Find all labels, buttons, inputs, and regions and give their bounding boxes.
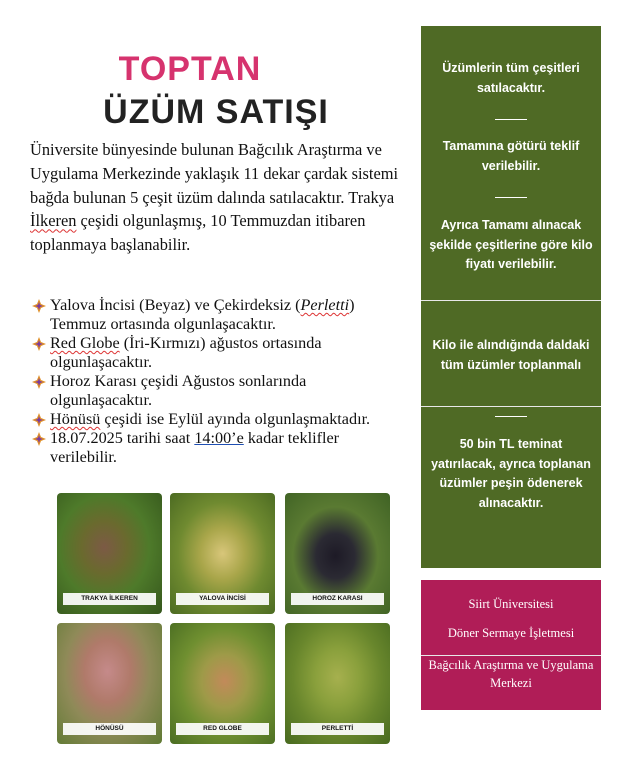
photo-perletti bbox=[285, 623, 390, 744]
bullet-arrow-icon bbox=[32, 337, 46, 351]
bullet2-redglobe: Red Globe bbox=[50, 334, 120, 352]
title-line-1: TOPTAN bbox=[118, 50, 262, 88]
divider bbox=[495, 197, 527, 198]
list-item bbox=[30, 429, 410, 467]
institution-panel bbox=[421, 580, 601, 710]
divider bbox=[421, 406, 601, 407]
bullet4-text-b: çeşidi ise Eylül ayında olgunlaşmaktadır. bbox=[100, 410, 371, 428]
intro-paragraph bbox=[30, 138, 400, 257]
bullet5-time: 14:00’e bbox=[194, 429, 244, 447]
grape-photo-gallery bbox=[52, 491, 392, 746]
info-block-3: Ayrıca Tamamı alınacak şekilde çeşitlerine göre kilo fiyatı verilebilir. bbox=[429, 218, 593, 271]
photo-caption: RED GLOBE bbox=[176, 723, 269, 735]
photo-caption: YALOVA İNCİSİ bbox=[176, 593, 269, 605]
ripening-list bbox=[30, 296, 410, 467]
photo-red-globe bbox=[170, 623, 275, 744]
photo-yalova-incisi bbox=[170, 493, 275, 614]
info-block-1: Üzümlerin tüm çeşitleri satılacaktır. bbox=[442, 61, 580, 95]
photo-caption: PERLETTİ bbox=[291, 723, 384, 735]
bullet-arrow-icon bbox=[32, 413, 46, 427]
photo-caption: HÖNÜSÜ bbox=[63, 723, 156, 735]
info-block-4: Kilo ile alındığında daldaki tüm üzümler toplanmalı bbox=[432, 338, 590, 372]
institution-line-3: Bağcılık Araştırma ve Uygulama Merkezi bbox=[428, 658, 594, 690]
bullet2-text-b: (İri-Kırmızı) ağustos ortasında olgunlaşacaktır. bbox=[50, 334, 322, 371]
photo-horoz-karasi bbox=[285, 493, 390, 614]
bullet1-text-a: Yalova İncisi (Beyaz) ve Çekirdeksiz ( bbox=[50, 296, 301, 314]
bullet-arrow-icon bbox=[32, 432, 46, 446]
intro-word-ilkeren: İlkeren bbox=[30, 211, 77, 231]
divider bbox=[421, 300, 601, 301]
info-panel bbox=[421, 26, 601, 568]
list-item bbox=[30, 410, 410, 429]
intro-text-a: Üniversite bünyesinde bulunan Bağcılık Araştırma ve Uygulama Merkezinde yaklaşık 11 dekar çardak sistemi bağda bulunan 5 çeşit üzüm dalında satılacaktır. Trakya bbox=[30, 140, 399, 207]
bullet-arrow-icon bbox=[32, 299, 46, 313]
info-block-5: 50 bin TL teminat yatırılacak, ayrıca toplanan üzümler peşin ödenerek alınacaktır. bbox=[431, 437, 591, 510]
photo-caption: TRAKYA İLKEREN bbox=[63, 593, 156, 605]
institution-line-1: Siirt Üniversitesi bbox=[468, 597, 554, 611]
photo-trakya-ilkeren bbox=[57, 493, 162, 614]
bullet-arrow-icon bbox=[32, 375, 46, 389]
bullet5-text-a: 18.07.2025 tarihi saat bbox=[50, 429, 195, 447]
title-line-2: ÜZÜM SATIŞI bbox=[103, 93, 329, 131]
info-block-2: Tamamına götürü teklif verilebilir. bbox=[442, 139, 580, 173]
bullet3-text: Horoz Karası çeşidi Ağustos sonlarında olgunlaşacaktır. bbox=[50, 372, 307, 409]
divider bbox=[495, 416, 527, 417]
bullet4-honusu: Hönüsü bbox=[50, 410, 101, 428]
bullet5-text-b: kadar teklifler verilebilir. bbox=[50, 429, 340, 466]
bullet1-text-b: ) Temmuz ortasında olgunlaşacaktır. bbox=[50, 296, 355, 333]
list-item bbox=[30, 296, 410, 334]
intro-text-b: çeşidi olgunlaşmış, 10 Temmuzdan itibaren toplanmaya başlanabilir. bbox=[30, 211, 366, 255]
photo-caption: HOROZ KARASI bbox=[291, 593, 384, 605]
list-item bbox=[30, 372, 410, 410]
list-item bbox=[30, 334, 410, 372]
bullet1-perletti: Perletti bbox=[300, 296, 350, 314]
institution-line-2: Döner Sermaye İşletmesi bbox=[447, 626, 575, 640]
divider bbox=[495, 119, 527, 120]
photo-honusu bbox=[57, 623, 162, 744]
